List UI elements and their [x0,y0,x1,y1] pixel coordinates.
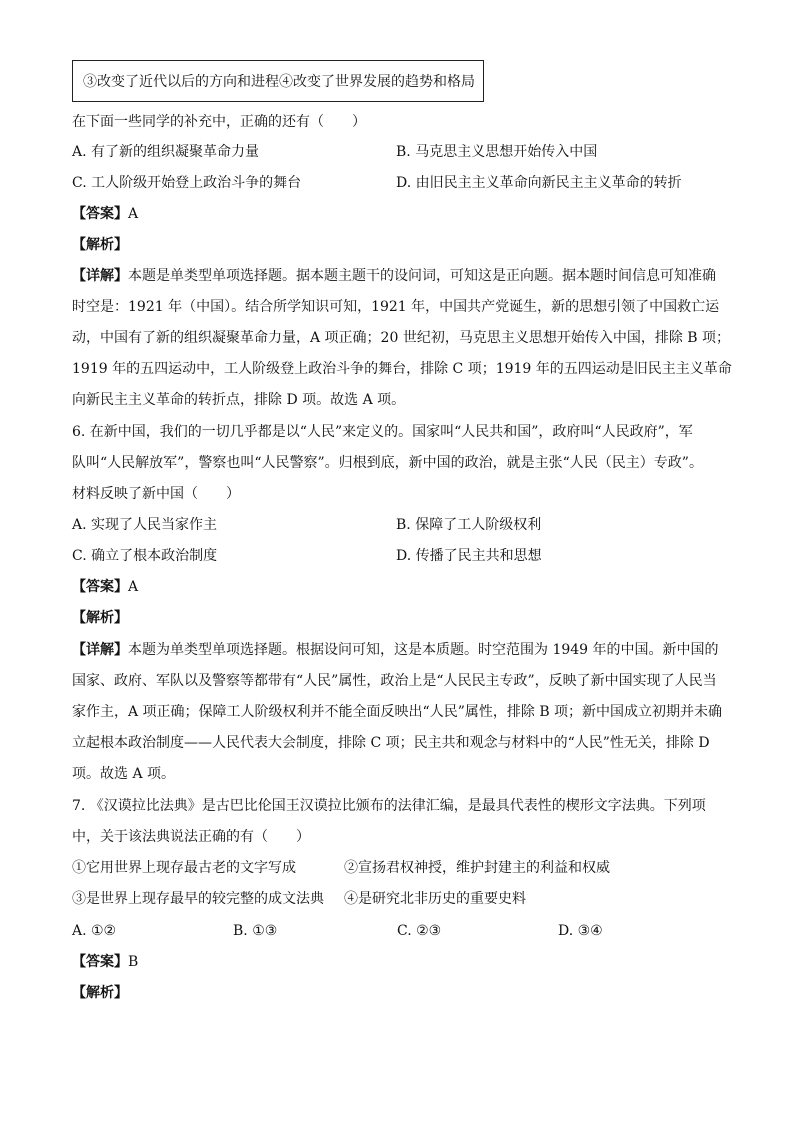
detail-tag: 【详解】 [72,642,128,658]
q5-option-a[interactable]: A. 有了新的组织凝聚革命力量 [72,144,260,160]
q7-answer [72,952,138,972]
q7-option-a[interactable]: A. ①② [72,923,117,939]
detail-tag: 【详解】 [72,268,128,284]
q6-stem-line-1: 6. 在新中国，我们的一切几乎都是以“人民”来定义的。国家叫“人民共和国”，政府叫“人民政府”，军 [72,424,693,440]
q5-detail-line-1 [72,266,716,286]
q6-detail-line-3: 家作主，A 项正确；保障工人阶级权利并不能全面反映出“人民”属性，排除 B 项；新中国成立初期并未确 [72,704,723,720]
q6-analysis-tag: 【解析】 [72,610,128,626]
q6-stem-line-2: 队叫“人民解放军”，警察也叫“人民警察”。归根到底，新中国的政治，就是主张“人民（民主）专政”。 [72,455,703,471]
q6-answer [72,577,138,597]
q7-statement-1: ①它用世界上现存最古老的文字写成 [72,860,296,876]
q7-statement-4: ④是研究北非历史的重要史料 [344,891,526,907]
q7-option-d[interactable]: D. ③④ [558,923,603,939]
detail-text: 本题为单类型单项选择题。根据设问可知，这是本质题。时空范围为 1949 年的中国。新中国的 [128,642,719,658]
q5-option-c[interactable]: C. 工人阶级开始登上政治斗争的舞台 [72,175,302,191]
q7-analysis-tag: 【解析】 [72,985,128,1001]
q7-statement-3: ③是世界上现存最早的较完整的成文法典 [72,891,324,907]
answer-value: A [128,206,139,222]
q6-detail-line-5: 项。故选 A 项。 [72,766,176,782]
q5-answer [72,204,138,224]
answer-value: B [128,954,139,970]
q6-detail-line-1 [72,640,719,660]
q6-stem-line-3: 材料反映了新中国（ ） [72,486,240,502]
material-box-text: ③改变了近代以后的方向和进程④改变了世界发展的趋势和格局 [83,74,475,90]
q5-stem: 在下面一些同学的补充中，正确的还有（ ） [72,114,366,130]
q7-stem-line-1: 7. 《汉谟拉比法典》是古巴比伦国王汉谟拉比颁布的法律汇编，是最具代表性的楔形文字法典。下列项 [72,798,706,814]
q6-option-c[interactable]: C. 确立了根本政治制度 [72,548,218,564]
q5-detail-line-4: 1919 年的五四运动中，工人阶级登上政治斗争的舞台，排除 C 项；1919 年的五四运动是旧民主主义革命 [72,361,732,377]
q6-option-a[interactable]: A. 实现了人民当家作主 [72,517,218,533]
q5-detail-line-3: 动，中国有了新的组织凝聚革命力量，A 项正确；20 世纪初，马克思主义思想开始传入中国，排除 B 项； [72,330,731,346]
q5-option-b[interactable]: B. 马克思主义思想开始传入中国 [396,144,598,160]
q5-detail-line-5: 向新民主主义革命的转折点，排除 D 项。故选 A 项。 [72,392,406,408]
answer-tag: 【答案】 [72,579,128,595]
detail-text: 本题是单类型单项选择题。据本题主题干的设问词，可知这是正向题。据本题时间信息可知准确 [128,268,716,284]
q6-detail-line-2: 国家、政府、军队以及警察等都带有“人民”属性，政治上是“人民民主专政”，反映了新中国实现了人民当 [72,673,717,689]
q6-option-b[interactable]: B. 保障了工人阶级权利 [396,517,542,533]
q6-detail-line-4: 立起根本政治制度——人民代表大会制度，排除 C 项；民主共和观念与材料中的“人民”性无关，排除 D [72,735,710,751]
q7-option-b[interactable]: B. ①③ [233,923,278,939]
q5-option-d[interactable]: D. 由旧民主主义革命向新民主主义革命的转折 [396,175,682,191]
material-box [72,60,484,102]
q7-option-c[interactable]: C. ②③ [397,923,442,939]
q7-statement-2: ②宣扬君权神授，维护封建主的利益和权威 [344,860,610,876]
q7-stem-line-2: 中，关于该法典说法正确的有（ ） [72,829,310,845]
answer-tag: 【答案】 [72,954,128,970]
answer-value: A [128,579,139,595]
q5-analysis-tag: 【解析】 [72,237,128,253]
answer-tag: 【答案】 [72,206,128,222]
q5-detail-line-2: 时空是：1921 年（中国）。结合所学知识可知，1921 年，中国共产党诞生，新的思想引领了中国救亡运 [72,299,720,315]
q6-option-d[interactable]: D. 传播了民主共和思想 [396,548,542,564]
